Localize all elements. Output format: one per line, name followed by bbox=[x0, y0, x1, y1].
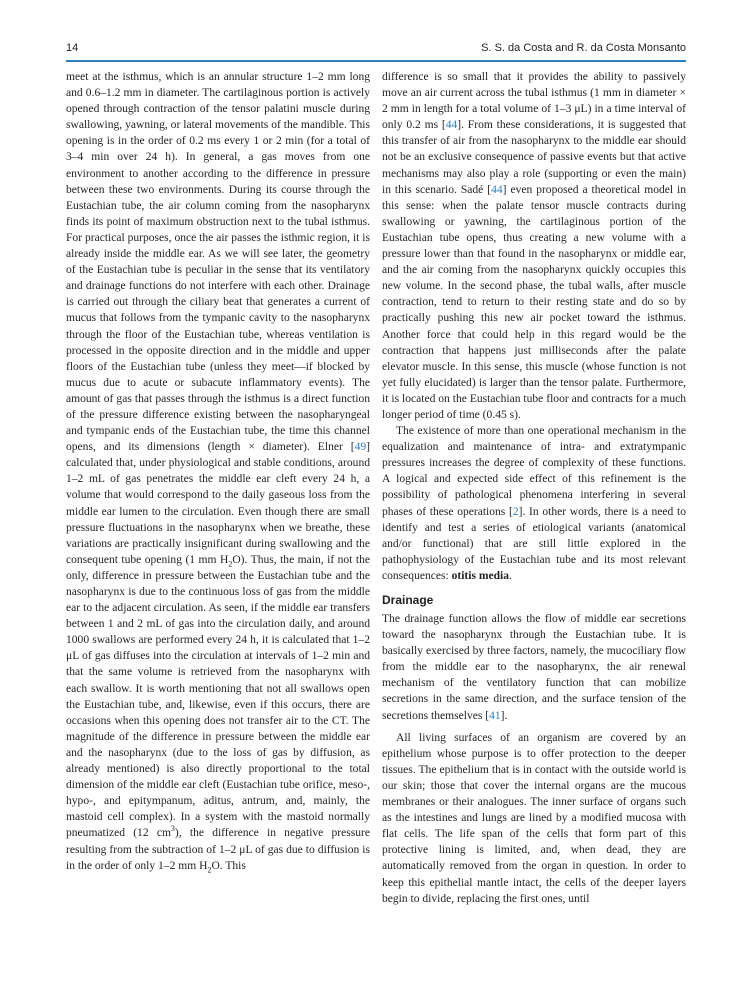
citation-link[interactable]: 2 bbox=[512, 505, 519, 518]
paragraph: The existence of more than one operational mechanism in the equalization and maintenance of intra- and extratympanic pressures increases the degree of complexity of these functions. A logical and expected side effect of this refinement is the possibility of pathological phenomena interfering in several phases of these operations [2]. In other words, there is a need to identify and test a series of etiological variants (anatomical and/or functional) that are still little explored in the pathophysiology of the Eustachian tube and its most relevant consequences: otitis media. bbox=[382, 425, 686, 582]
page-number: 14 bbox=[66, 42, 79, 54]
citation-link[interactable]: 44 bbox=[445, 119, 458, 132]
header-rule bbox=[66, 60, 686, 62]
right-column bbox=[382, 69, 686, 907]
paragraph: The drainage function allows the flow of middle ear secretions toward the nasopharynx through the Eustachian tube. It is basically exercised by three factors, namely, the mucociliary flow from the middle ear to the nasopharynx, the air renewal mechanism of the ventilatory function that can mobilize secretions in the same direction, and the surface tension of the secretions themselves [41]. bbox=[382, 613, 686, 722]
citation-link[interactable]: 49 bbox=[354, 441, 367, 454]
running-header bbox=[66, 42, 686, 60]
paragraph: meet at the isthmus, which is an annular structure 1–2 mm long and 0.6–1.2 mm in diameter. The cartilaginous portion is actively opened through contraction of the tensor palatini muscle during swallowing, yawning, or lateral movements of the mandible. This opening is in the order of 0.2 ms every 1 or 2 min (for a total of 3–4 min over 24 h). In general, a gas moves from one environment to another according to the difference in pressure between these two environments. During its course through the Eustachian tube, the air column coming from the nasopharynx finds its point of maximum obstruction next to the tubal isthmus. For practical purposes, once the air passes the isthmic region, it is already inside the middle ear. As we will see later, the geometry of the Eustachian tube is peculiar in the sense that its ventilatory and drainage functions do not interfere with each other. Drainage is carried out through the ciliary beat that generates a current of mucus that follows from the tympanic cavity to the nasopharynx through the floor of the Eustachian tube, whereas ventilation is processed in the opposite direction and in the middle and upper floors of the Eustachian tube (unless they meet—if blocked by mucus due to acute or subacute inflammatory events). The amount of gas that passes through the isthmus is a direct function of the pressure difference existing between the nasopharyngeal and tympanic ends of the Eustachian tube, the time this channel opens, and its dimensions (length × diameter). Elner [49] calculated that, under physiological and stable conditions, around 1–2 mL of gas penetrates the middle ear cleft every 24 h, a volume that would correspond to the daily gaseous loss from the middle ear lumen to the circulation. Even though there are small pressure fluctuations in the nasopharynx when we breathe, these variations are practically insignificant during swallowing and the consequent tube opening (1 mm $H_2O$). Thus, the main, if not the only, difference in pressure between the Eustachian tube and the nasopharynx is due to the continuous loss of gas from the middle ear to the adjacent circulation. As seen, if the middle ear transfers between 1 and 2 mL of gas into the circulation daily, and around 1000 swallows are performed every 24 h, it is calculated that 1–2 μL of gas diffuses into the circulation at intervals of 1–2 min and that the same volume is retrieved from the nasopharynx with each swallow. It is worth mentioning that not all swallows open the Eustachian tube, and, likewise, even if this occurs, there are occasions when this opening does not transfer air to the CT. The magnitude of the difference in pressure between the middle ear and the nasopharynx (due to the loss of gas by diffusion, as already mentioned) is also directly proportional to the total dimension of the middle ear cleft (Eustachian tube orifice, meso-, hypo-, and epitympanum, aditus, antrum, and, mainly, the mastoid cell complex). In a system with the mastoid normally pneumatized (12 $cm^3$), the difference in negative pressure resulting from the subtraction of 1–2 μL of gas due to diffusion is in the order of only 1–2 mm $H_2O$. This bbox=[66, 71, 370, 874]
paragraph: All living surfaces of an organism are covered by an epithelium whose purpose is to offer protection to the deeper tissues. The epithelium that is in contact with the outside world is our skin; those that cover the internal organs are the mucous membranes or their analogues. The inner surface of organs such as the intestines and lungs are lined by a modified mucosa with flat cells. The life span of the cells that form part of this protective lining is limited, and, when dead, they are automatically removed from the organ in question. In order to keep this epithelial mantle intact, the cells of the deeper layers begin to divide, replacing the first ones, until bbox=[382, 731, 686, 905]
citation-link[interactable]: 41 bbox=[489, 709, 501, 722]
left-column bbox=[66, 69, 370, 874]
section-heading: Drainage bbox=[382, 593, 434, 607]
running-header-authors: S. S. da Costa and R. da Costa Monsanto bbox=[481, 42, 686, 54]
bold-term: otitis media bbox=[451, 569, 509, 582]
citation-link[interactable]: 44 bbox=[491, 183, 503, 196]
paragraph: difference is so small that it provides the ability to passively move an air current across the tubal isthmus (1 mm in diameter × 2 mm in length for a total volume of 1–3 μL) in a time interval of only 0.2 ms [44]. From these considerations, it is suggested that this transfer of air from the nasopharynx to the middle ear should not be an exclusive consequence of passive events but that active mechanisms may also play a role (supporting or even the main) in this scenario. Sadé [44] even proposed a theoretical model in this sense: when the palate tensor muscle contracts during swallowing or yawning, the cartilaginous portion of the Eustachian tube opens, thus creating a new volume with a pressure lower than that found in the nasopharynx or middle ear, and the air coming from the nasopharynx quickly occupies this new volume. In the second phase, the tubal walls, after muscle contraction, tend to return to their resting state and do so by practically pushing this new air pocket toward the isthmus. Another force that could help in this regard would be the contraction that happens just milliseconds after the palate elevator muscle. In this sense, this muscle (whose function is not yet fully elucidated) is larger than the tensor palate. Furthermore, it is located on the Eustachian tube floor and contracts for a much longer period of time (0.45 s). bbox=[382, 71, 686, 421]
